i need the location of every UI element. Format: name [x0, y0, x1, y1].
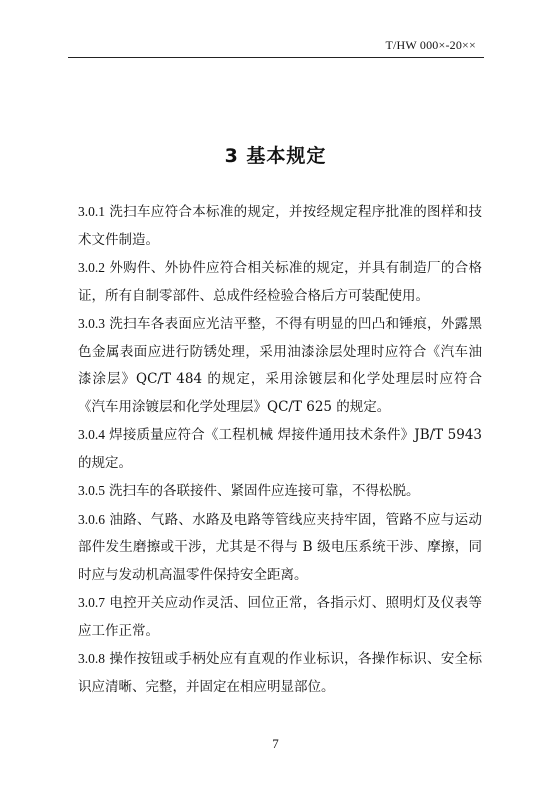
clause-3-0-3 [78, 310, 482, 421]
clause-text: 外购件、外协件应符合相关标准的规定，并具有制造厂的合格证，所有自制零部件、总成件经检验合格后方可装配使用。 [78, 260, 482, 304]
header-divider [68, 57, 484, 58]
document-code: T/HW 000×-20×× [385, 38, 476, 52]
clause-text: 洗扫车各表面应光洁平整，不得有明显的凹凸和锤痕，外露黑色金属表面应进行防锈处理，采用油漆涂层处理时应符合《汽车油漆涂层》QC/T 484 的规定，采用涂镀层和化学处理层时应符合《汽车用涂镀层和化学处理层》QC/T 625 的规定。 [78, 316, 482, 415]
clause-text: 油路、气路、水路及电路等管线应夹持牢固，管路不应与运动部件发生磨擦或干涉，尤其是不得与 B 级电压系统干涉、摩擦，同时应与发动机高温零件保持安全距离。 [78, 511, 482, 583]
section-title: 3 基本规定 [224, 145, 327, 167]
clause-list [78, 198, 482, 701]
clause-3-0-1 [78, 198, 482, 254]
clause-number: 3.0.6 [78, 511, 105, 527]
clause-text: 电控开关应动作灵活、回位正常，各指示灯、照明灯及仪表等应工作正常。 [78, 595, 482, 639]
clause-number: 3.0.4 [78, 427, 105, 442]
clause-number: 3.0.1 [78, 204, 105, 219]
clause-3-0-8 [78, 645, 482, 701]
clause-text: 操作按钮或手柄处应有直观的作业标识，各操作标识、安全标识应清晰、完整，并固定在相应明显部位。 [78, 651, 482, 695]
clause-number: 3.0.7 [78, 595, 105, 610]
clause-text: 洗扫车应符合本标准的规定，并按经规定程序批准的图样和技术文件制造。 [78, 204, 482, 248]
clause-3-0-7 [78, 589, 482, 645]
clause-3-0-5 [78, 477, 482, 506]
clause-3-0-2 [78, 254, 482, 310]
clause-number: 3.0.5 [78, 483, 105, 498]
clause-text: 洗扫车的各联接件、紧固件应连接可靠，不得松脱。 [109, 483, 420, 499]
clause-text: 焊接质量应符合《工程机械 焊接件通用技术条件》JB/T 5943 的规定。 [78, 427, 482, 471]
clause-number: 3.0.8 [78, 651, 105, 666]
clause-number: 3.0.3 [78, 316, 105, 331]
clause-3-0-6 [78, 506, 482, 590]
page-number: 7 [272, 736, 279, 751]
clause-3-0-4 [78, 421, 482, 477]
clause-number: 3.0.2 [78, 260, 105, 275]
